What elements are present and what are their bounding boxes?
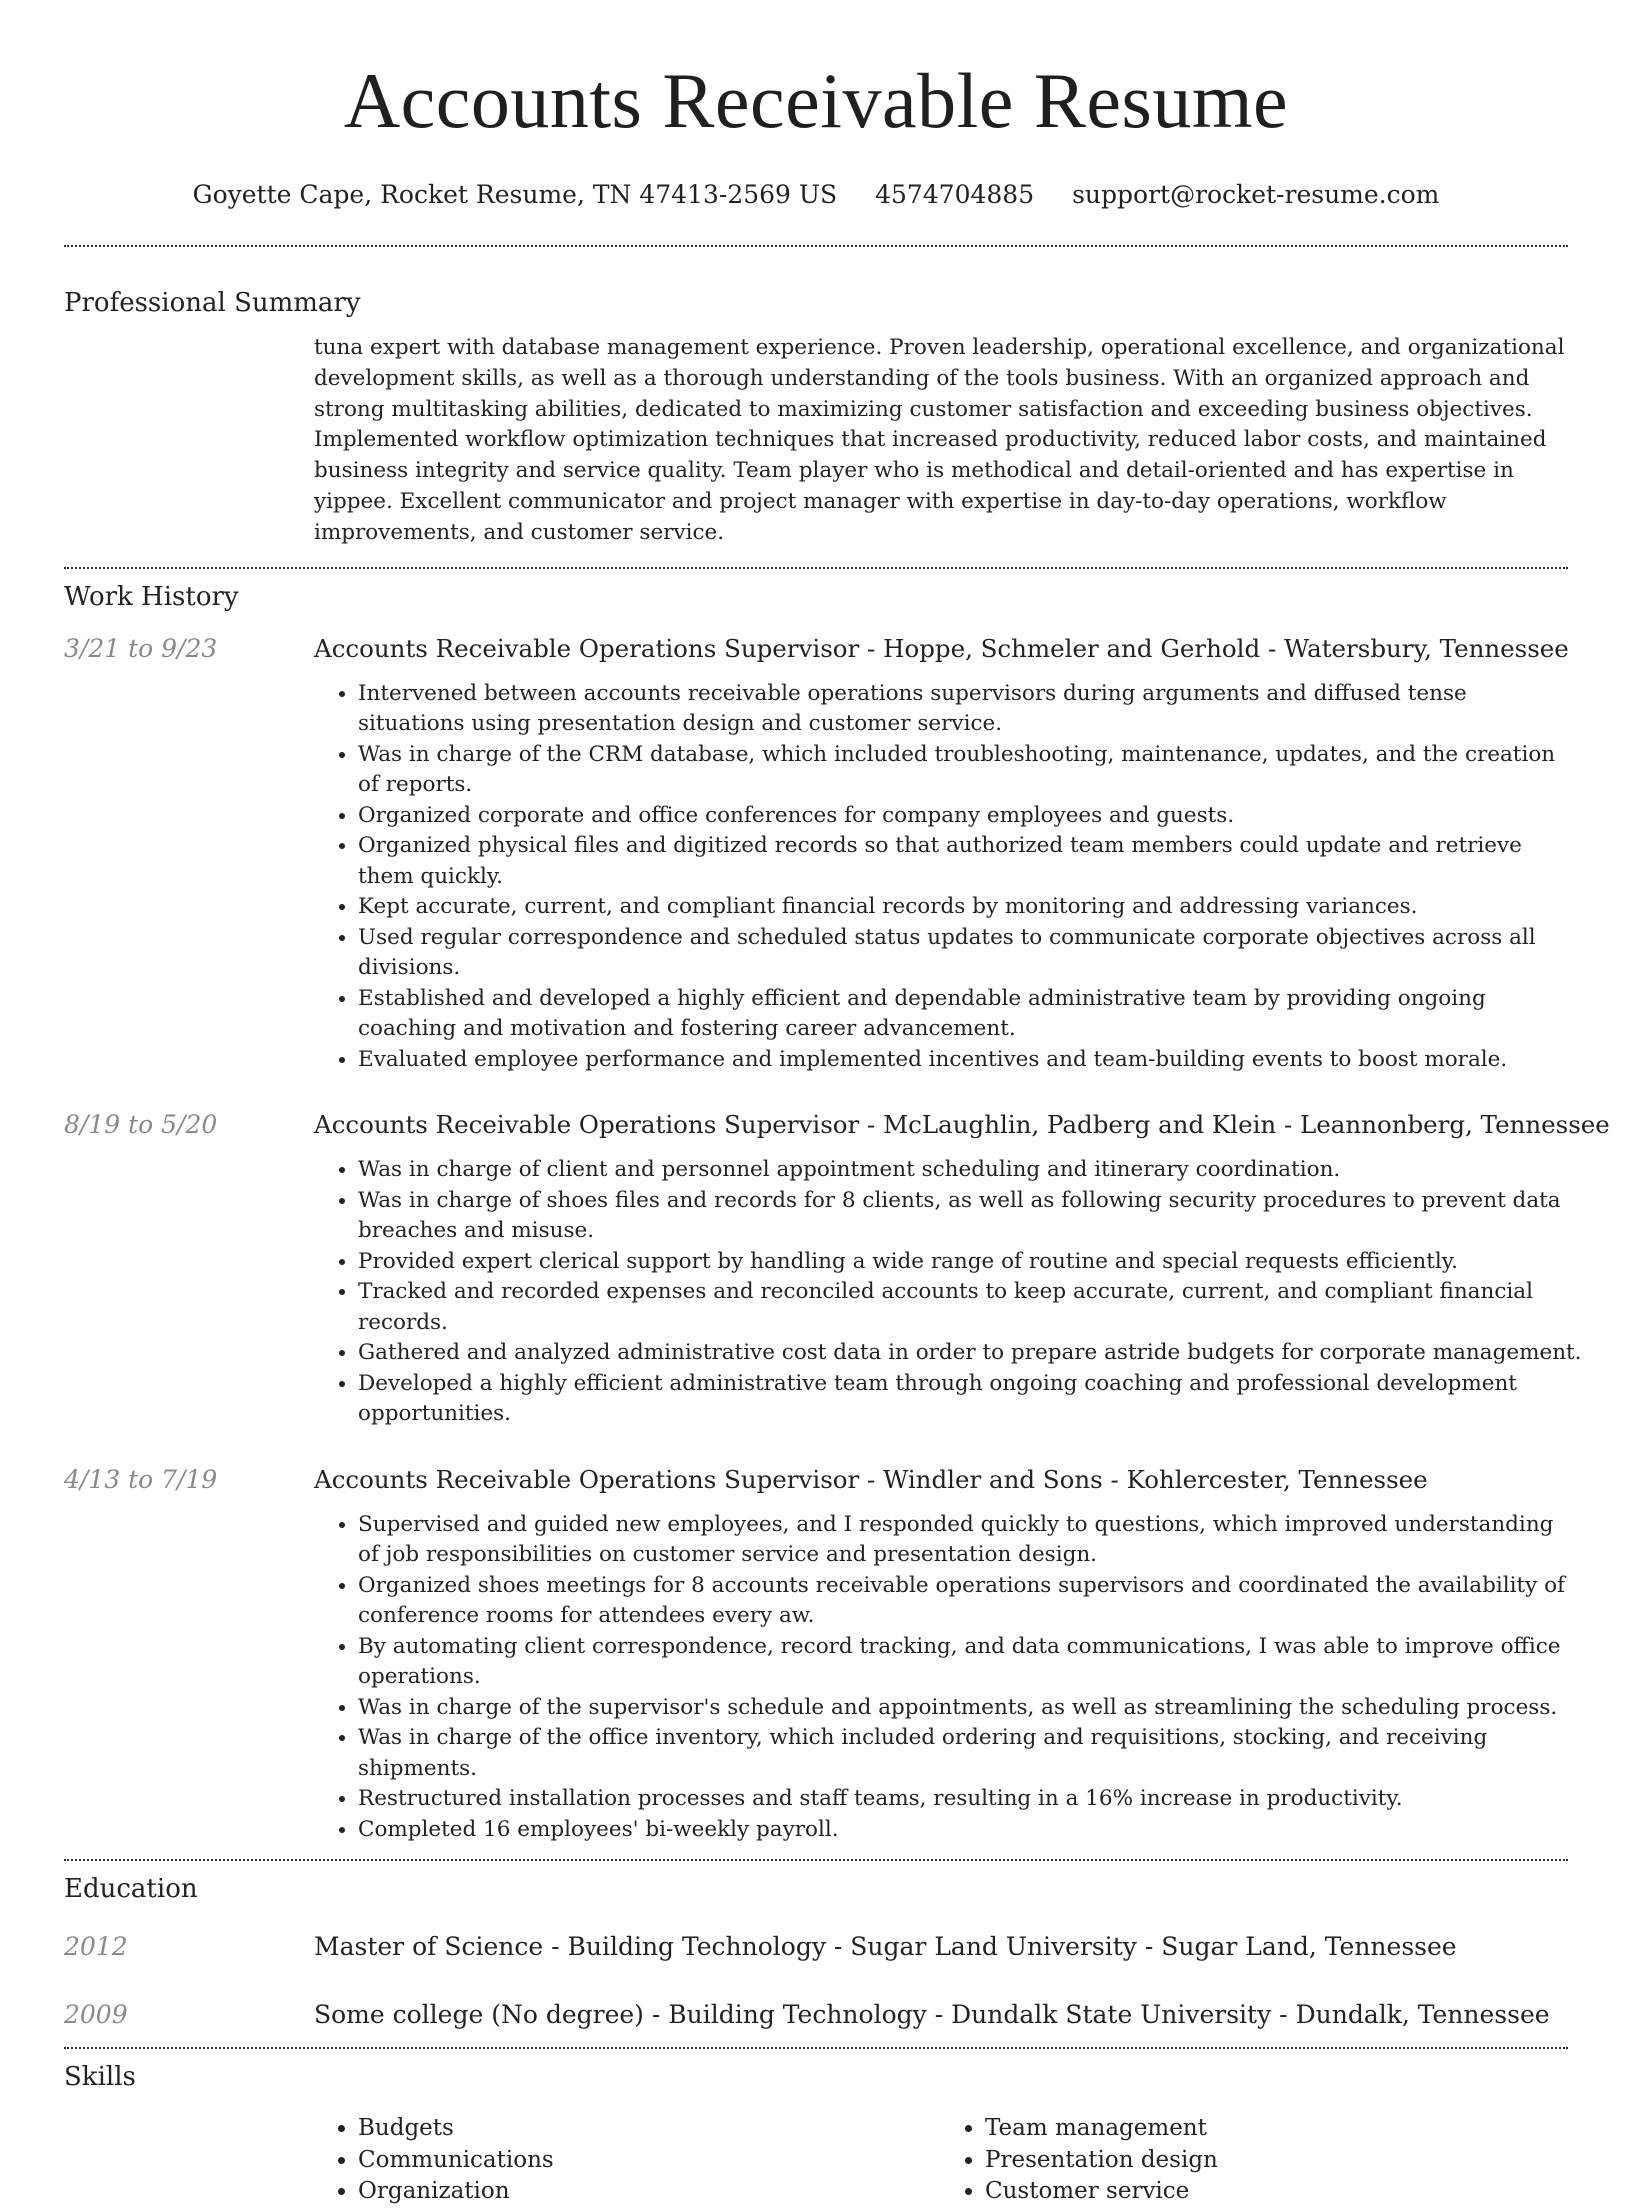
contact-email: support@rocket-resume.com bbox=[1072, 180, 1440, 209]
skill-item: • Presentation design bbox=[985, 2145, 1568, 2177]
job-title: Accounts Receivable Operations Supervisor - Hoppe, Schmeler and Gerhold - Watersbury, Tennessee bbox=[314, 633, 1569, 663]
job-bullet: • Evaluated employee performance and implemented incentives and team-building events to boost morale. bbox=[358, 1045, 1569, 1076]
education-year: 2009 bbox=[64, 2000, 128, 2030]
skill-item: • Organization bbox=[358, 2176, 941, 2208]
job-bullet: • Was in charge of the CRM database, which included troubleshooting, maintenance, updates, and the creation of reports. bbox=[358, 740, 1569, 801]
job-bullet: • Restructured installation processes and staff teams, resulting in a 16% increase in productivity. bbox=[358, 1784, 1568, 1815]
job-bullet: • Kept accurate, current, and compliant financial records by monitoring and addressing variances. bbox=[358, 892, 1569, 923]
summary-text: tuna expert with database management experience. Proven leadership, operational excellence, and organizational development skills, as well as a thorough understanding of the tools business. With an organized approach and strong multitasking abilities, dedicated to maximizing customer satisfaction and exceeding business objectives. Implemented workflow optimization techniques that increased productivity, reduced labor costs, and maintained business integrity and service quality. Team player who is methodical and detail-oriented and has expertise in yippee. Excellent communicator and project manager with expertise in day-to-day operations, workflow improvements, and customer service. bbox=[314, 335, 1565, 545]
education-entry bbox=[64, 1931, 1568, 1963]
skills-column bbox=[314, 2113, 941, 2208]
job-bullet: • Was in charge of the office inventory, which included ordering and requisitions, stocking, and receiving shipments. bbox=[358, 1723, 1568, 1784]
job-bullet: • Established and developed a highly efficient and dependable administrative team by providing ongoing coaching and motivation and fostering career advancement. bbox=[358, 984, 1569, 1045]
job-bullet: • Organized corporate and office conferences for company employees and guests. bbox=[358, 801, 1569, 832]
education-heading: Education bbox=[64, 1874, 198, 1905]
section-divider bbox=[64, 2047, 1568, 2049]
education-entry bbox=[64, 1999, 1568, 2031]
job-bullet: • Tracked and recorded expenses and reconciled accounts to keep accurate, current, and compliant financial records. bbox=[358, 1277, 1610, 1338]
section-divider bbox=[64, 245, 1568, 247]
job-bullet: • Completed 16 employees' bi-weekly payroll. bbox=[358, 1815, 1568, 1846]
job-bullet: • Developed a highly efficient administrative team through ongoing coaching and professional development opportunities. bbox=[358, 1369, 1610, 1430]
job-title: Accounts Receivable Operations Supervisor - McLaughlin, Padberg and Klein - Leannonberg, Tennessee bbox=[314, 1110, 1610, 1140]
resume-title: Accounts Receivable Resume bbox=[343, 57, 1289, 144]
job-bullet: • Gathered and analyzed administrative cost data in order to prepare astride budgets for corporate management. bbox=[358, 1338, 1610, 1369]
job-bullet: • Was in charge of shoes files and records for 8 clients, as well as following security procedures to prevent data breaches and misuse. bbox=[358, 1186, 1610, 1247]
job-bullet: • Organized shoes meetings for 8 accounts receivable operations supervisors and coordinated the availability of conference rooms for attendees every aw. bbox=[358, 1571, 1568, 1632]
contact-line bbox=[64, 180, 1568, 210]
job-dates: 3/21 to 9/23 bbox=[64, 633, 218, 663]
job-bullet: • Was in charge of the supervisor's schedule and appointments, as well as streamlining the scheduling process. bbox=[358, 1693, 1568, 1724]
job-bullets bbox=[314, 1155, 1610, 1430]
job-entry bbox=[64, 1464, 1568, 1846]
skills-column bbox=[941, 2113, 1568, 2208]
contact-address: Goyette Cape, Rocket Resume, TN 47413-2569 US bbox=[192, 180, 838, 209]
job-title: Accounts Receivable Operations Supervisor - Windler and Sons - Kohlercester, Tennessee bbox=[314, 1464, 1428, 1494]
skill-item: • Customer service bbox=[985, 2176, 1568, 2208]
job-bullet: • Supervised and guided new employees, and I responded quickly to questions, which improved understanding of job responsibilities on customer service and presentation design. bbox=[358, 1510, 1568, 1571]
job-entry bbox=[64, 633, 1568, 1076]
job-dates: 8/19 to 5/20 bbox=[64, 1110, 218, 1140]
job-dates: 4/13 to 7/19 bbox=[64, 1464, 218, 1494]
skill-item: • Budgets bbox=[358, 2113, 941, 2145]
job-bullet: • Provided expert clerical support by handling a wide range of routine and special requests efficiently. bbox=[358, 1247, 1610, 1278]
job-bullet: • By automating client correspondence, record tracking, and data communications, I was able to improve office operations. bbox=[358, 1632, 1568, 1693]
education-title: Master of Science - Building Technology - Sugar Land University - Sugar Land, Tennessee bbox=[314, 1932, 1457, 1962]
education-title: Some college (No degree) - Building Technology - Dundalk State University - Dundalk, Tennessee bbox=[314, 2000, 1550, 2030]
section-divider bbox=[64, 1859, 1568, 1861]
resume-page bbox=[64, 0, 1610, 2208]
job-bullet: • Was in charge of client and personnel appointment scheduling and itinerary coordination. bbox=[358, 1155, 1610, 1186]
summary-heading: Professional Summary bbox=[64, 288, 361, 318]
work-history-heading: Work History bbox=[64, 581, 239, 612]
section-divider bbox=[64, 567, 1568, 569]
contact-phone: 4574704885 bbox=[875, 180, 1035, 209]
skill-item: • Communications bbox=[358, 2145, 941, 2177]
skills-list bbox=[314, 2113, 1568, 2208]
job-bullets bbox=[314, 1510, 1568, 1846]
job-bullets bbox=[314, 679, 1569, 1076]
job-bullet: • Intervened between accounts receivable operations supervisors during arguments and diffused tense situations using presentation design and customer service. bbox=[358, 679, 1569, 740]
education-year: 2012 bbox=[64, 1932, 128, 1962]
job-bullet: • Organized physical files and digitized records so that authorized team members could update and retrieve them quickly. bbox=[358, 831, 1569, 892]
job-bullet: • Used regular correspondence and scheduled status updates to communicate corporate objectives across all divisions. bbox=[358, 923, 1569, 984]
skill-item: • Team management bbox=[985, 2113, 1568, 2145]
job-entry bbox=[64, 1109, 1610, 1430]
skills-heading: Skills bbox=[64, 2062, 136, 2093]
